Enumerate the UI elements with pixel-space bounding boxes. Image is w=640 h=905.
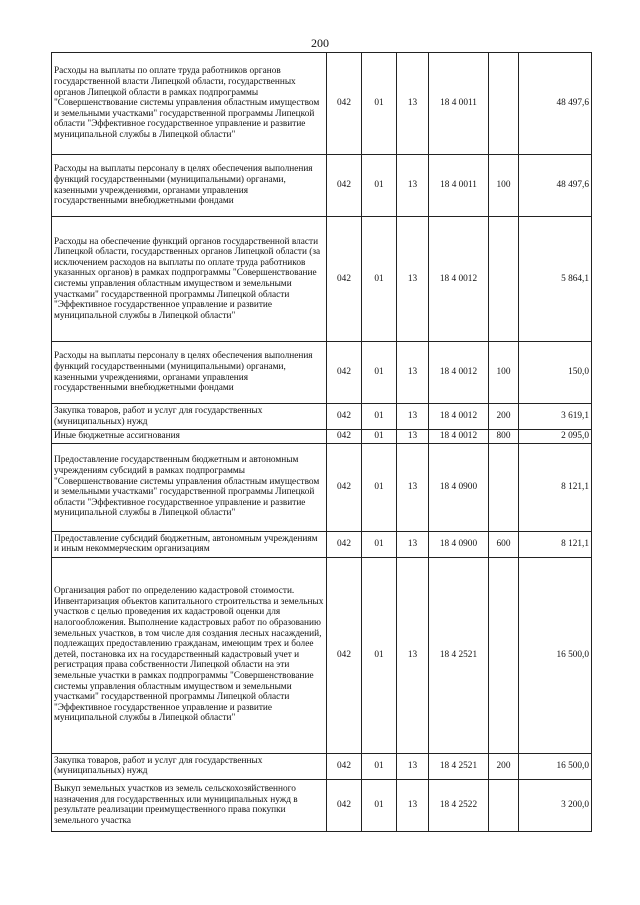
- budget-table-body: [52, 53, 592, 832]
- row-target-item-code: 18 4 0011: [429, 53, 489, 155]
- row-subsection-code: 13: [397, 753, 429, 779]
- row-amount: 2 095,0: [519, 430, 592, 444]
- row-description: Предоставление государственным бюджетным и автономным учреждениям субсидий в рамках подпрограммы "Совершенствование системы управления областным имуществом и земельными участками" государственной программы Липецкой области "Эффективное государственное управление и развитие муниципальной службы в Липецкой области": [52, 443, 327, 531]
- row-subsection-code: 13: [397, 404, 429, 430]
- row-subsection-code: 13: [397, 557, 429, 753]
- table-row: [52, 404, 592, 430]
- row-ministry-code: 042: [327, 779, 362, 831]
- table-row: [52, 342, 592, 404]
- row-target-item-code: 18 4 0012: [429, 342, 489, 404]
- row-amount: 48 497,6: [519, 53, 592, 155]
- table-row: [52, 779, 592, 831]
- row-target-item-code: 18 4 0012: [429, 217, 489, 342]
- table-row: [52, 217, 592, 342]
- budget-table: [51, 52, 592, 832]
- row-section-code: 01: [362, 753, 397, 779]
- row-expense-type-code: [489, 53, 519, 155]
- row-ministry-code: 042: [327, 342, 362, 404]
- row-expense-type-code: [489, 779, 519, 831]
- table-row: [52, 557, 592, 753]
- row-amount: 3 619,1: [519, 404, 592, 430]
- row-amount: 48 497,6: [519, 155, 592, 217]
- row-description: Расходы на выплаты персоналу в целях обеспечения выполнения функций государственными (муниципальными) органами, казенными учреждениями, органами управления государственными внебюджетными фондами: [52, 342, 327, 404]
- row-section-code: 01: [362, 404, 397, 430]
- row-description: Закупка товаров, работ и услуг для государственных (муниципальных) нужд: [52, 404, 327, 430]
- row-description: Организация работ по определению кадастровой стоимости. Инвентаризация объектов капитального строительства и земельных участков с целью проведения их кадастровой оценки для налогообложения. Выполнение кадастровых работ по образованию земельных участков, в том числе для создания лесных насаждений, подлежащих предоставлению гражданам, имеющим трех и более детей, постановка их на государственный кадастровый учет и регистрация права собственности Липецкой области на эти земельные участки в рамках подпрограммы "Совершенствование системы управления областным имуществом и земельными участками" государственной программы Липецкой области "Эффективное государственное управление и развитие муниципальной службы в Липецкой области": [52, 557, 327, 753]
- row-expense-type-code: [489, 557, 519, 753]
- row-subsection-code: 13: [397, 443, 429, 531]
- row-expense-type-code: 200: [489, 404, 519, 430]
- row-expense-type-code: 100: [489, 342, 519, 404]
- row-target-item-code: 18 4 0011: [429, 155, 489, 217]
- row-description: Расходы на обеспечение функций органов государственной власти Липецкой области, государственных органов Липецкой области (за исключением расходов на выплаты по оплате труда работников указанных органов) в рамках подпрограммы "Совершенствование системы управления областным имуществом и земельными участками" государственной программы Липецкой области "Эффективное государственное управление и развитие муниципальной службы в Липецкой области": [52, 217, 327, 342]
- row-ministry-code: 042: [327, 753, 362, 779]
- page-number: 200: [311, 36, 329, 50]
- row-amount: 8 121,1: [519, 531, 592, 557]
- row-expense-type-code: 600: [489, 531, 519, 557]
- row-ministry-code: 042: [327, 217, 362, 342]
- row-target-item-code: 18 4 0012: [429, 430, 489, 444]
- table-row: [52, 53, 592, 155]
- row-amount: 150,0: [519, 342, 592, 404]
- row-ministry-code: 042: [327, 430, 362, 444]
- row-expense-type-code: 100: [489, 155, 519, 217]
- row-ministry-code: 042: [327, 531, 362, 557]
- row-subsection-code: 13: [397, 779, 429, 831]
- row-subsection-code: 13: [397, 430, 429, 444]
- table-row: [52, 155, 592, 217]
- row-subsection-code: 13: [397, 342, 429, 404]
- row-subsection-code: 13: [397, 531, 429, 557]
- row-description: Расходы на выплаты по оплате труда работников органов государственной власти Липецкой области, государственных органов Липецкой области в рамках подпрограммы "Совершенствование системы управления областным имуществом и земельными участками" государственной программы Липецкой области "Эффективное государственное управление и развитие муниципальной службы в Липецкой области": [52, 53, 327, 155]
- table-row: [52, 531, 592, 557]
- row-section-code: 01: [362, 430, 397, 444]
- row-target-item-code: 18 4 0900: [429, 531, 489, 557]
- row-expense-type-code: [489, 443, 519, 531]
- row-description: Предоставление субсидий бюджетным, автономным учреждениям и иным некоммерческим организациям: [52, 531, 327, 557]
- table-row: [52, 753, 592, 779]
- row-ministry-code: 042: [327, 404, 362, 430]
- row-subsection-code: 13: [397, 217, 429, 342]
- row-ministry-code: 042: [327, 443, 362, 531]
- row-amount: 8 121,1: [519, 443, 592, 531]
- row-expense-type-code: [489, 217, 519, 342]
- row-section-code: 01: [362, 779, 397, 831]
- row-target-item-code: 18 4 2522: [429, 779, 489, 831]
- row-amount: 5 864,1: [519, 217, 592, 342]
- table-row: [52, 430, 592, 444]
- row-section-code: 01: [362, 155, 397, 217]
- row-description: Закупка товаров, работ и услуг для государственных (муниципальных) нужд: [52, 753, 327, 779]
- row-subsection-code: 13: [397, 53, 429, 155]
- row-amount: 16 500,0: [519, 753, 592, 779]
- table-row: [52, 443, 592, 531]
- row-ministry-code: 042: [327, 155, 362, 217]
- row-section-code: 01: [362, 531, 397, 557]
- row-ministry-code: 042: [327, 557, 362, 753]
- row-description: Расходы на выплаты персоналу в целях обеспечения выполнения функций государственными (муниципальными) органами, казенными учреждениями, органами управления государственными внебюджетными фондами: [52, 155, 327, 217]
- row-section-code: 01: [362, 342, 397, 404]
- row-ministry-code: 042: [327, 53, 362, 155]
- row-section-code: 01: [362, 53, 397, 155]
- row-target-item-code: 18 4 2521: [429, 557, 489, 753]
- row-target-item-code: 18 4 0012: [429, 404, 489, 430]
- row-subsection-code: 13: [397, 155, 429, 217]
- row-section-code: 01: [362, 443, 397, 531]
- row-description: Иные бюджетные ассигнования: [52, 430, 327, 444]
- row-section-code: 01: [362, 217, 397, 342]
- row-section-code: 01: [362, 557, 397, 753]
- row-target-item-code: 18 4 0900: [429, 443, 489, 531]
- row-amount: 16 500,0: [519, 557, 592, 753]
- row-expense-type-code: 200: [489, 753, 519, 779]
- row-amount: 3 200,0: [519, 779, 592, 831]
- row-target-item-code: 18 4 2521: [429, 753, 489, 779]
- row-expense-type-code: 800: [489, 430, 519, 444]
- row-description: Выкуп земельных участков из земель сельскохозяйственного назначения для государственных или муниципальных нужд в результате реализации преимущественного права покупки земельного участка: [52, 779, 327, 831]
